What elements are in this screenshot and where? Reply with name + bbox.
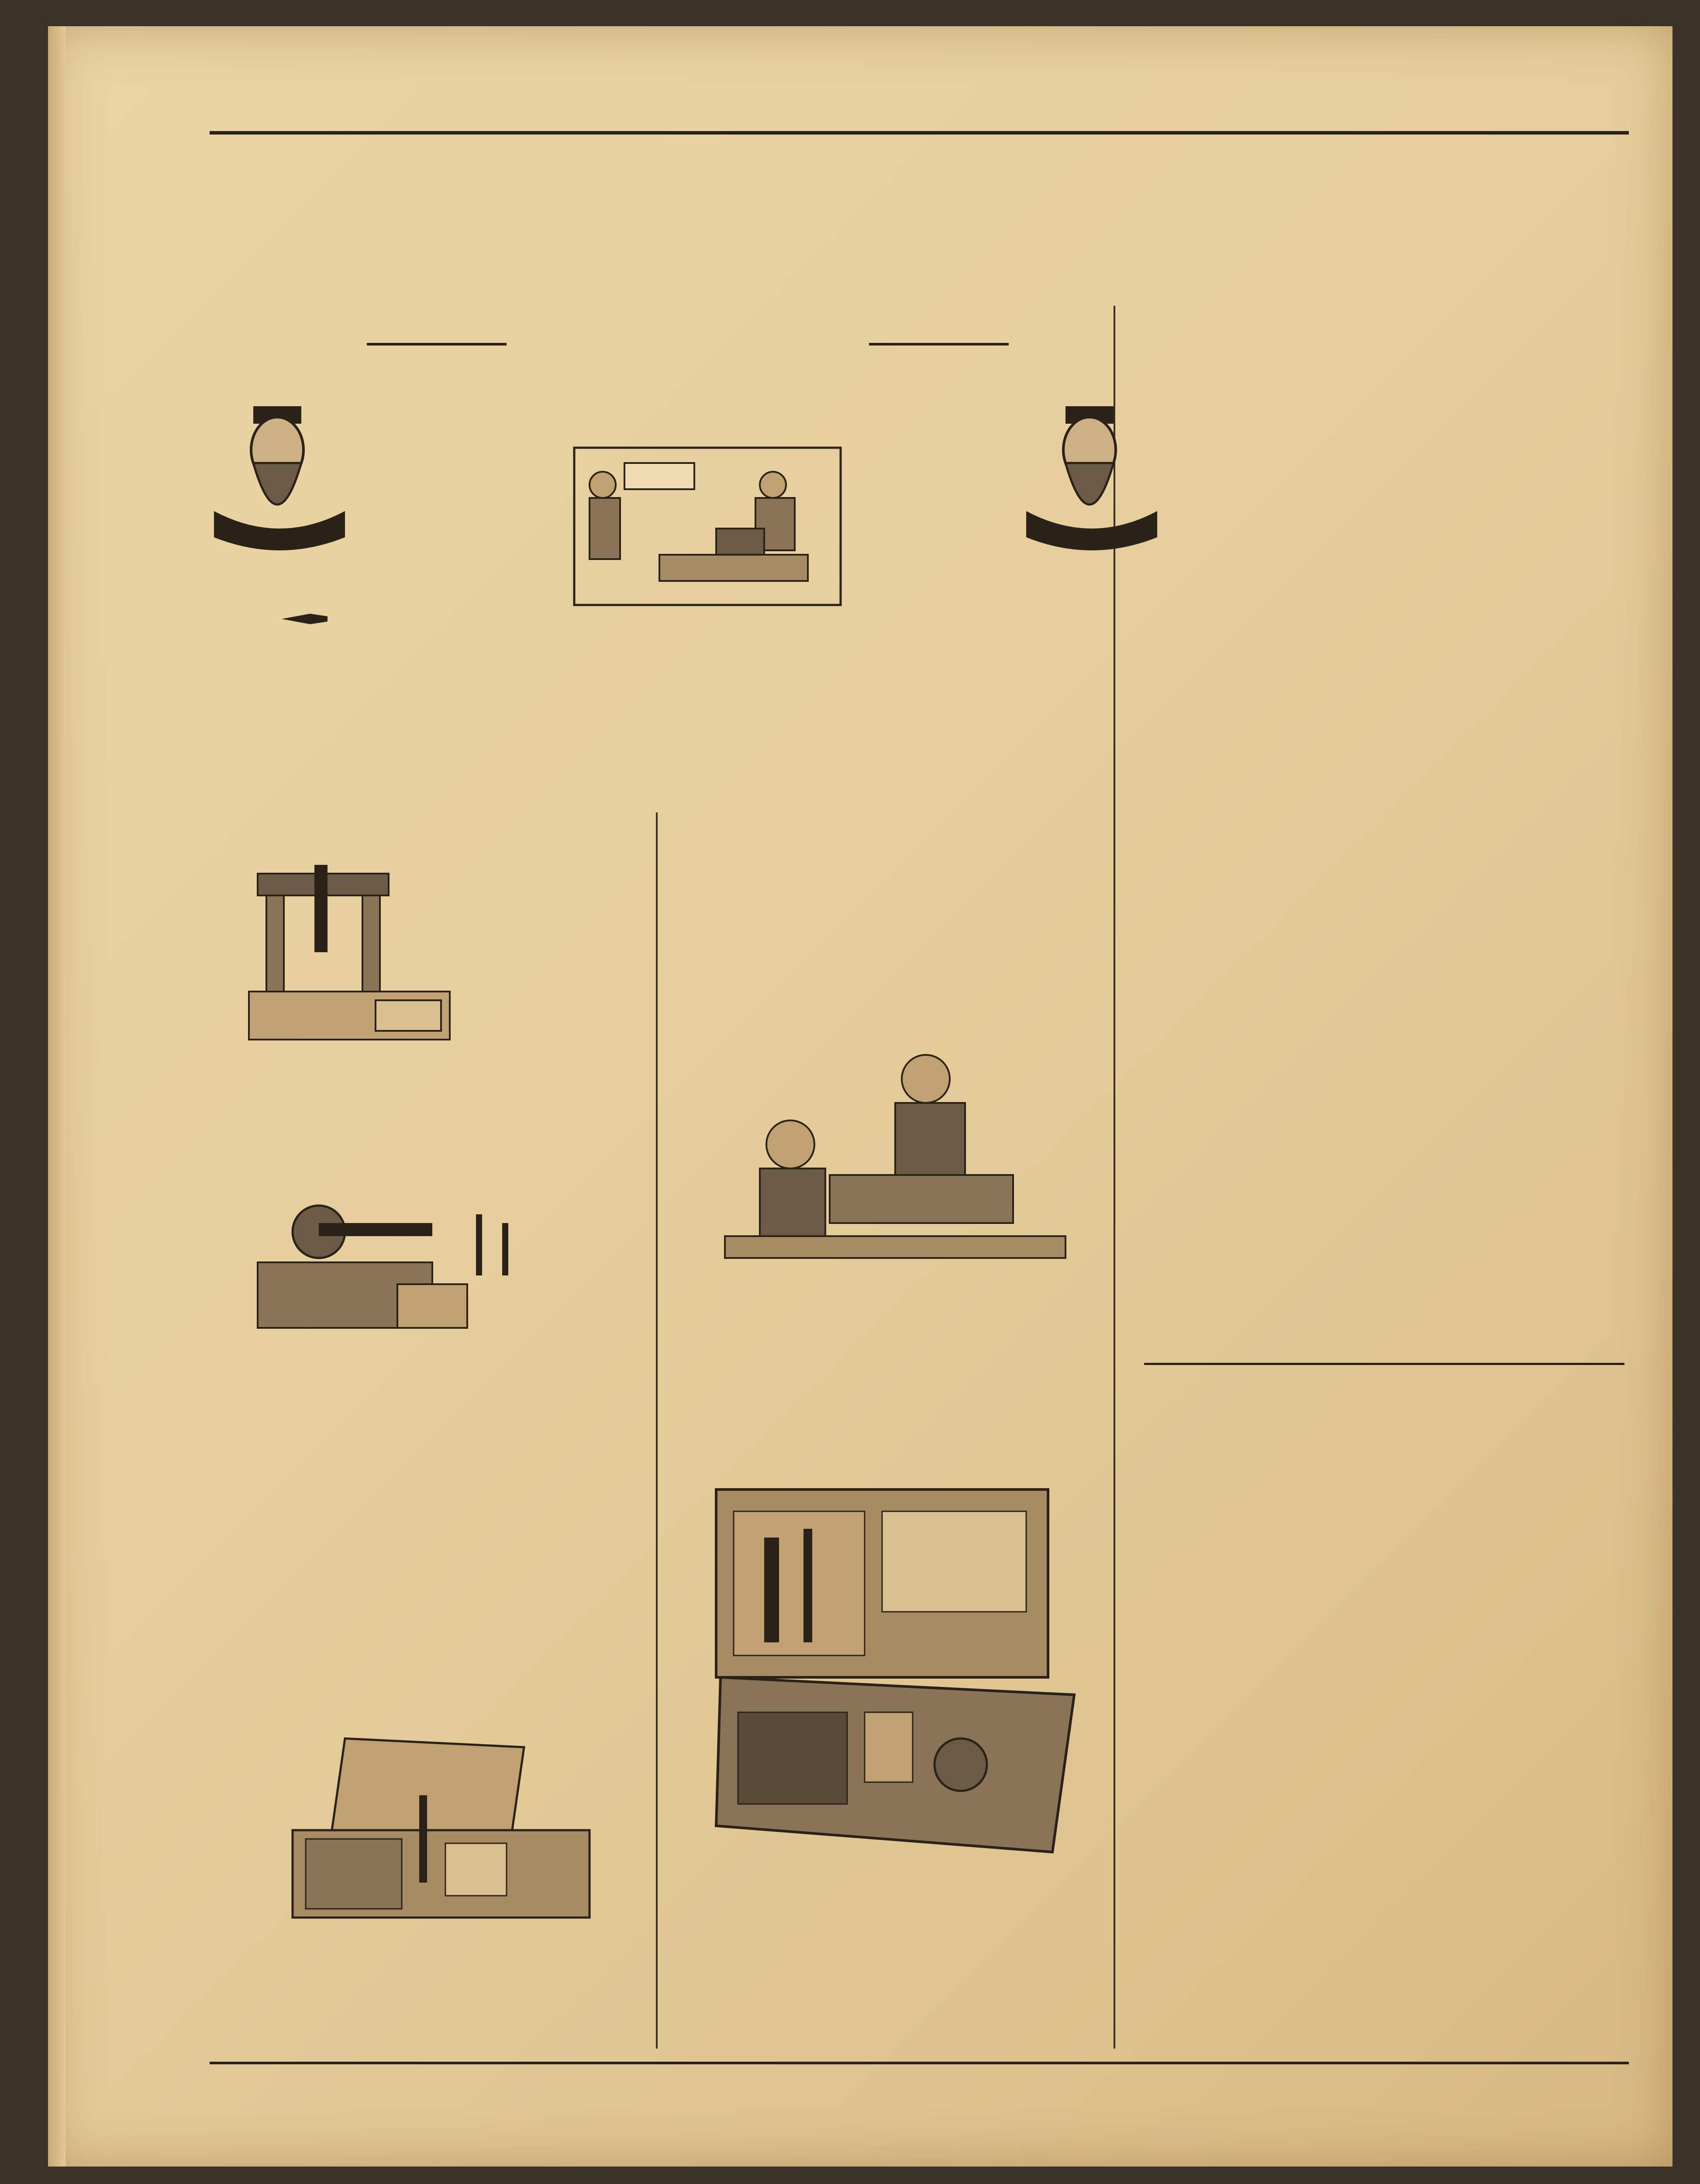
footer-rule: [210, 2062, 1629, 2064]
orientation-rule: [1144, 1363, 1624, 1365]
column-rule-2: [1114, 306, 1115, 2049]
pointing-hand-icon: [279, 609, 332, 629]
page-edge: [48, 26, 66, 2167]
item-1262: [1140, 786, 1629, 807]
item-1260: [1140, 579, 1629, 600]
item-1252-text-wrap: [210, 1197, 651, 1402]
item-1261: [1140, 681, 1629, 702]
item-1252-image-spacer: [210, 1197, 559, 1402]
item-1258-printing-case-image: [707, 1485, 1087, 1870]
ornament-right: [869, 343, 1009, 346]
ornament-left: [367, 343, 507, 346]
children-printing-illustration: [572, 446, 843, 607]
item-1253: [210, 1461, 651, 1482]
item-1256: [677, 831, 1105, 852]
item-1257-heading: [677, 1009, 1105, 1030]
item-1257-printers-image: [716, 1044, 1074, 1289]
catalog-page: [48, 26, 1672, 2167]
header-rule: [210, 131, 1629, 135]
item-1250-heading: [210, 834, 646, 855]
item-1252-heading: [210, 1168, 646, 1189]
item-1255-heading: [210, 1693, 651, 1714]
item-1255-box-press-image: [279, 1730, 603, 1935]
item-1250-press-image: [231, 865, 459, 1048]
item-1254: [210, 1555, 651, 1576]
item-1258-heading: [677, 1450, 1105, 1471]
guttenberg-portrait-right: [1017, 402, 1166, 559]
guttenberg-portrait-left: [205, 402, 354, 559]
column-rule-1: [656, 812, 658, 2049]
